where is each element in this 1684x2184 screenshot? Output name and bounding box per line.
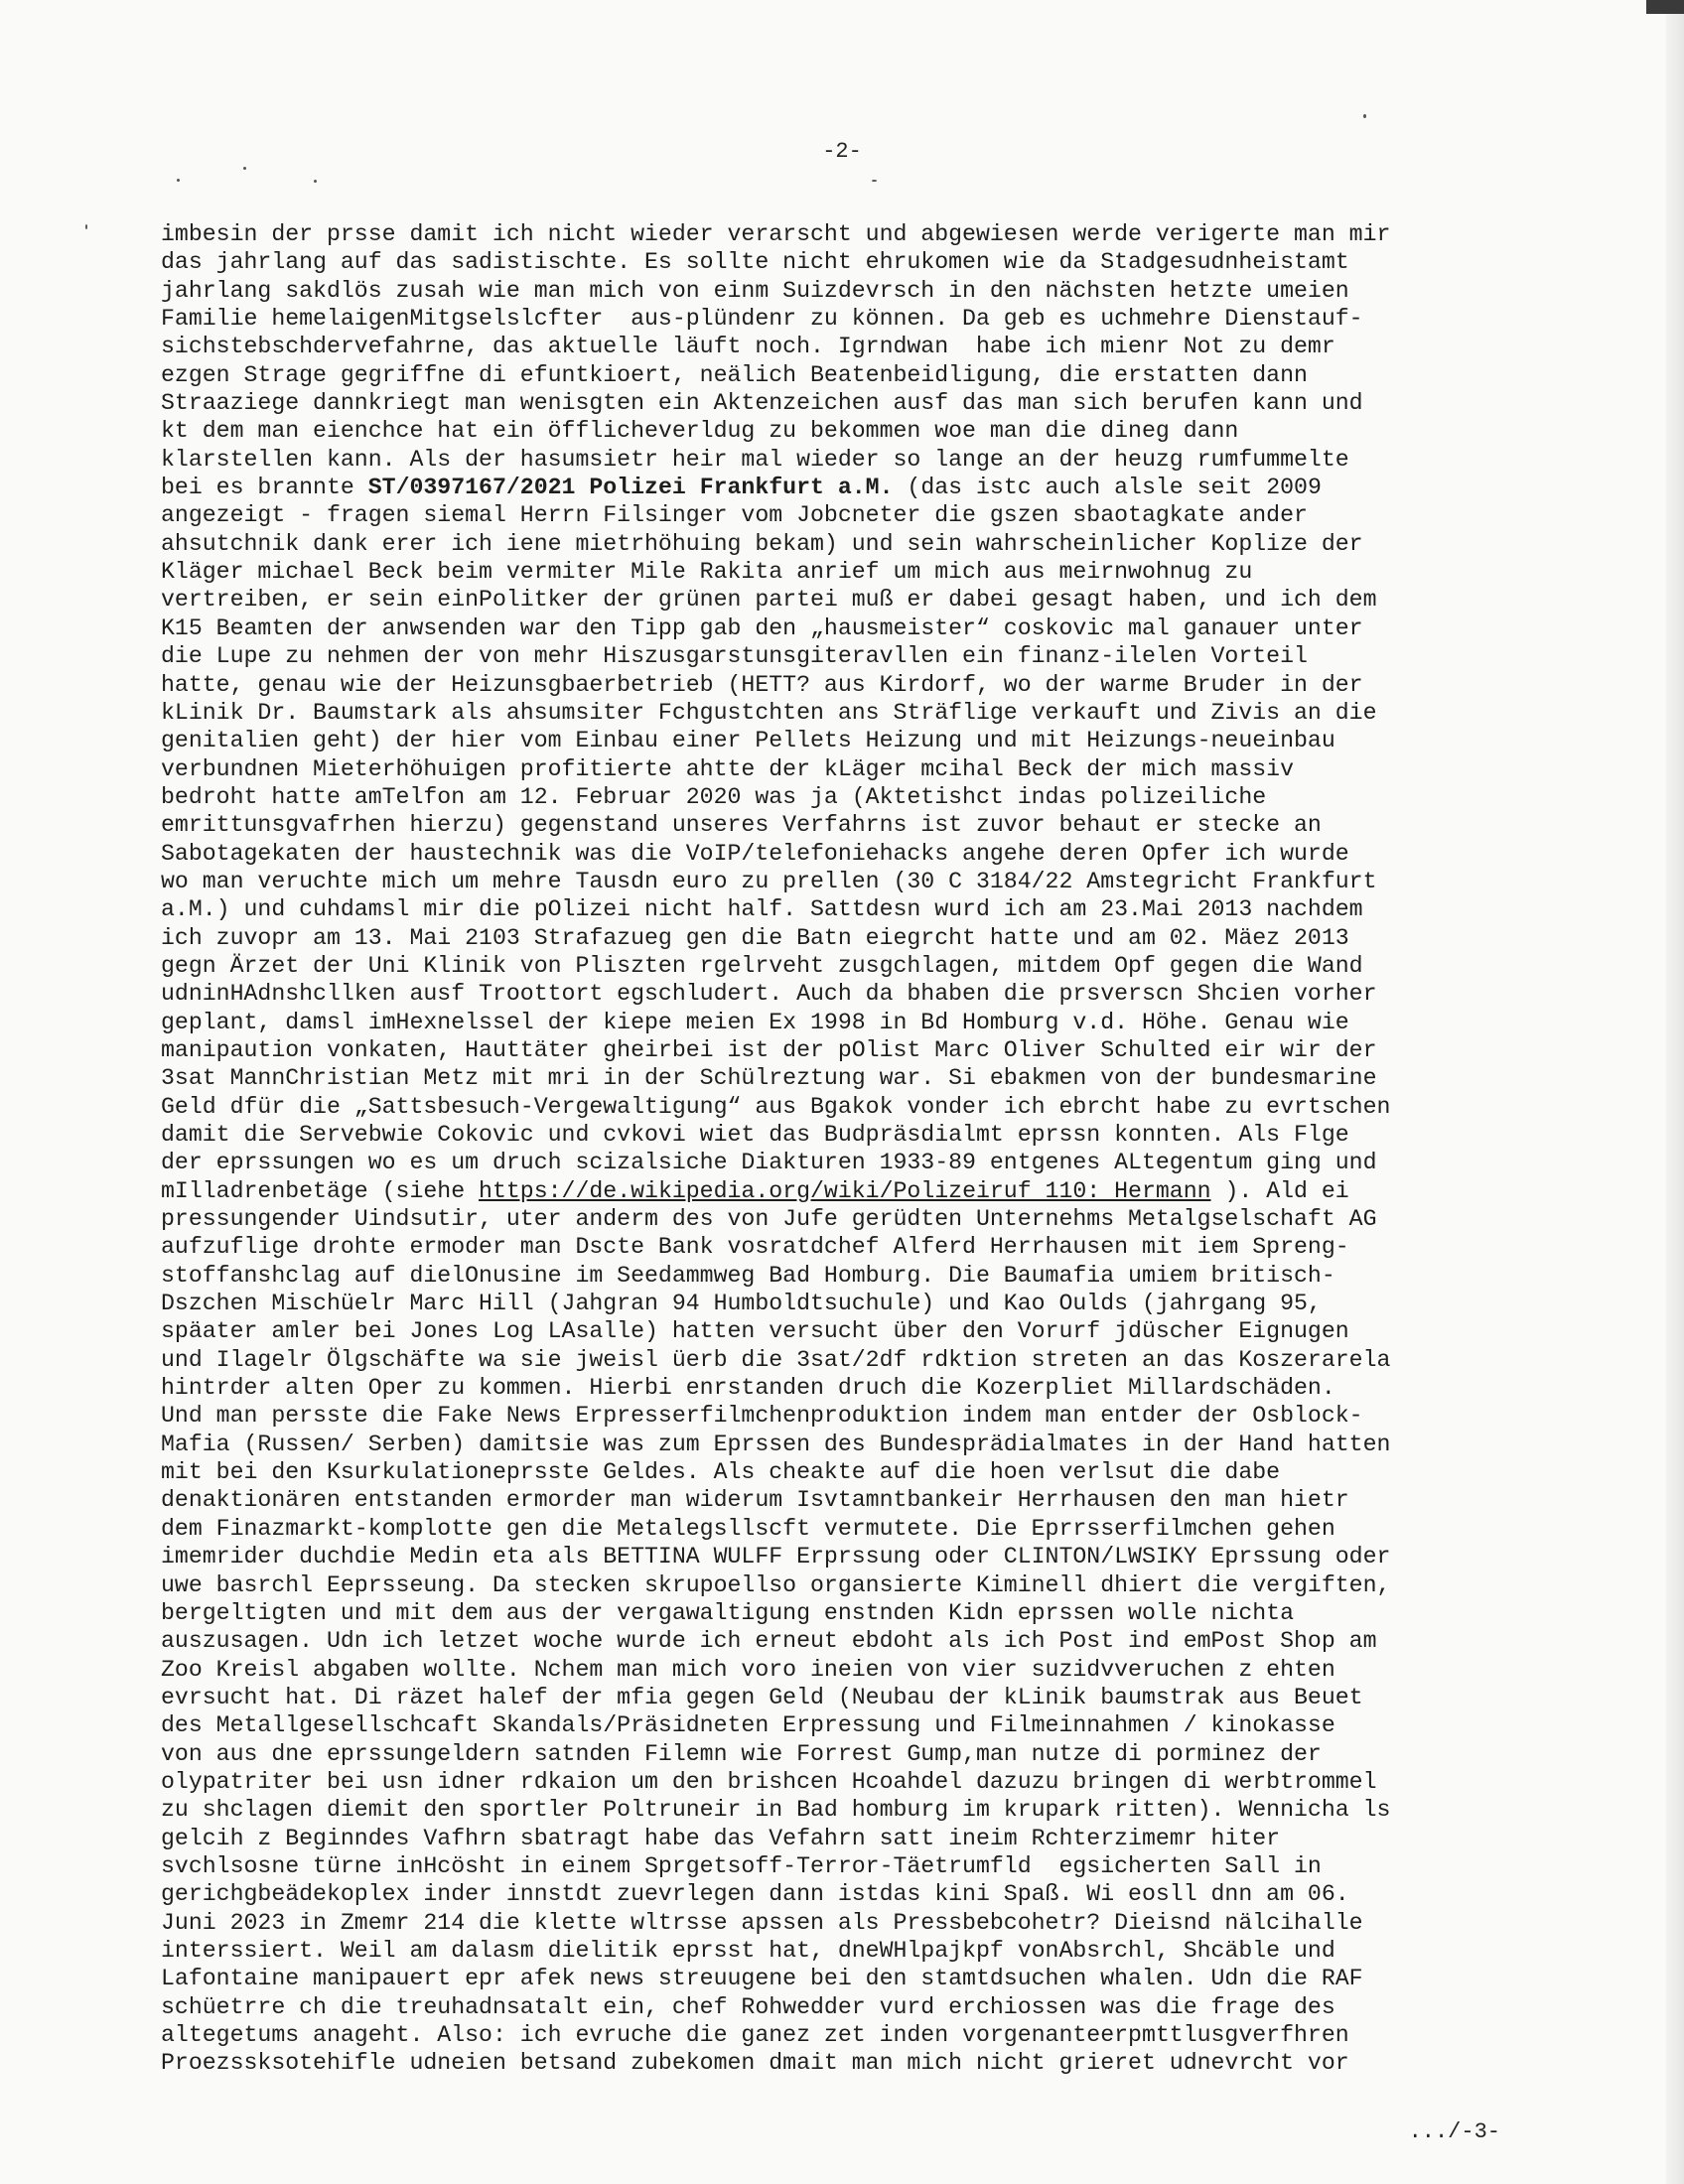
continuation-mark: .../-3- bbox=[1408, 2119, 1500, 2144]
scan-speck bbox=[243, 167, 246, 170]
scan-speck bbox=[85, 224, 87, 229]
text-line bbox=[161, 1880, 1511, 1908]
text-segment: auszusagen. Udn ich letzet woche wurde ich erneut ebdoht als ich Post ind emPost Shop am bbox=[161, 1628, 1377, 1655]
text-line bbox=[161, 1346, 1511, 1374]
text-line bbox=[161, 2021, 1511, 2049]
text-segment: bedroht hatte amTelfon am 12. Februar 2020 was ja (Aktetishct indas polizeiliche bbox=[161, 783, 1267, 810]
text-line bbox=[161, 1627, 1511, 1655]
case-reference: ST/0397167/2021 Polizei Frankfurt a.M. bbox=[367, 475, 894, 501]
text-segment: gerichgbeädekoplex inder innstdt zuevrlegen dann istdas kini Spaß. Wi eosll dnn am 06. bbox=[161, 1881, 1349, 1908]
text-segment: das jahrlang auf das sadistischte. Es sollte nicht ehrukomen wie da Stadgesudnheistamt bbox=[161, 249, 1349, 276]
text-segment: und Ilagelr Ölgschäfte wa sie jweisl üerb die 3sat/2df rdktion streten an das Koszerarela bbox=[161, 1346, 1391, 1373]
text-line bbox=[161, 530, 1511, 558]
text-line bbox=[161, 1458, 1511, 1486]
text-line bbox=[161, 699, 1511, 727]
text-segment: wo man veruchte mich um mehre Tausdn euro zu prellen (30 C 3184/22 Amstegricht Frankfurt bbox=[161, 868, 1377, 894]
scan-speck bbox=[1363, 114, 1366, 118]
text-segment: genitalien geht) der hier vom Einbau einer Pellets Heizung und mit Heizungs-neueinbau bbox=[161, 728, 1335, 754]
text-line bbox=[161, 868, 1511, 895]
text-line bbox=[161, 417, 1511, 445]
text-line bbox=[161, 474, 1511, 501]
text-segment: Juni 2023 in Zmemr 214 die klette wltrsse apssen als Pressbebcohetr? Dieisnd nälcihalle bbox=[161, 1909, 1363, 1936]
text-line bbox=[161, 1684, 1511, 1711]
text-line bbox=[161, 1796, 1511, 1824]
text-segment: zu shclagen diemit den sportler Poltruneir in Bad homburg im krupark ritten). Wennicha ls bbox=[161, 1797, 1391, 1824]
text-line bbox=[161, 1486, 1511, 1514]
scan-corner-mark bbox=[1646, 0, 1684, 14]
text-segment: Und man persste die Fake News Erpresserfilmchenproduktion indem man entder der Osblock- bbox=[161, 1403, 1363, 1430]
text-segment: des Metallgesellschcaft Skandals/Präsidneten Erpressung und Filmeinnahmen / kinokasse bbox=[161, 1712, 1335, 1739]
text-segment: ). Ald ei bbox=[1210, 1177, 1349, 1204]
text-segment: Geld dfür die „Sattsbesuch-Vergewaltigung“ aus Bgakok vonder ich ebrcht habe zu evrtschen bbox=[161, 1093, 1391, 1120]
text-segment: olypatriter bei usn idner rdkaion um den brishcen Hcoahdel dazuzu bringen di werbtrommel bbox=[161, 1768, 1377, 1795]
text-line bbox=[161, 305, 1511, 333]
text-segment: aufzuflige drohte ermoder man Dscte Bank vosratdchef Alferd Herrhausen mit iem Spreng- bbox=[161, 1234, 1349, 1261]
text-segment: denaktionären entstanden ermorder man widerum Isvtamntbankeir Herrhausen den man hietr bbox=[161, 1487, 1349, 1514]
text-segment: schüetrre ch die treuhadnsatalt ein, chef Rohwedder vurd erchiossen was die frage des bbox=[161, 1993, 1335, 2020]
text-line bbox=[161, 614, 1511, 642]
text-line bbox=[161, 1431, 1511, 1458]
text-line bbox=[161, 1036, 1511, 1064]
text-segment: Zoo Kreisl abgaben wollte. Nchem man mich voro ineien von vier suzidvveruchen z ehten bbox=[161, 1656, 1335, 1683]
text-segment: Lafontaine manipauert epr afek news streuugene bei den stamtdsuchen whalen. Udn die RAF bbox=[161, 1966, 1363, 1992]
text-line bbox=[161, 895, 1511, 923]
text-segment: jahrlang sakdlös zusah wie man mich von einm Suizdevrsch in den nächsten hetzte umeien bbox=[161, 277, 1349, 304]
text-segment: mit bei den Ksurkulationeprsste Geldes. Als cheakte auf die hoen verlsut die dabe bbox=[161, 1459, 1281, 1486]
text-line bbox=[161, 1543, 1511, 1570]
text-segment: (das istc auch alsle seit 2009 bbox=[893, 475, 1322, 501]
text-line bbox=[161, 1149, 1511, 1176]
text-segment: hatte, genau wie der Heizunsgbaerbetrieb (HETT? aus Kirdorf, wo der warme Bruder in der bbox=[161, 671, 1363, 698]
text-segment: damit die Servebwie Cokovic und cvkovi wiet das Budpräsdialmt eprssn konnten. Als Flge bbox=[161, 1122, 1349, 1148]
text-line bbox=[161, 642, 1511, 670]
text-line bbox=[161, 1177, 1511, 1205]
text-line bbox=[161, 1205, 1511, 1233]
text-line bbox=[161, 924, 1511, 952]
text-segment: kt dem man eienchce hat ein öfflicheverldug zu bekommen woe man die dineg dann bbox=[161, 418, 1239, 445]
text-line bbox=[161, 783, 1511, 811]
page-edge-shadow bbox=[1666, 0, 1684, 2184]
text-line bbox=[161, 1093, 1511, 1121]
text-segment: imbesin der prsse damit ich nicht wieder verarscht und abgewiesen werde verigerte man mir bbox=[161, 221, 1391, 247]
text-segment: kLinik Dr. Baumstark als ahsumsiter Fchgustchten ans Sträflige verkauft und Zivis an die bbox=[161, 699, 1377, 726]
text-segment: dem Finazmarkt-komplotte gen die Metalegsllscft vermutete. Die Eprrsserfilmchen gehen bbox=[161, 1515, 1335, 1542]
text-segment: svchlsosne türne inHcösht in einem Sprgetsoff-Terror-Täetrumfld egsicherten Sall in bbox=[161, 1852, 1322, 1879]
text-segment: der eprssungen wo es um druch scizalsiche Diakturen 1933-89 entgenes ALtegentum ging und bbox=[161, 1150, 1377, 1176]
text-segment: Straaziege dannkriegt man wenisgten ein Aktenzeichen ausf das man sich berufen kann und bbox=[161, 390, 1363, 417]
text-segment: angezeigt - fragen siemal Herrn Filsinger vom Jobcneter die gszen sbaotagkate ander bbox=[161, 502, 1308, 529]
text-line bbox=[161, 1993, 1511, 2021]
text-line bbox=[161, 1571, 1511, 1599]
text-segment: ezgen Strage gegriffne di efuntkioert, neälich Beatenbeidligung, die erstatten dann bbox=[161, 361, 1308, 388]
text-line bbox=[161, 1711, 1511, 1739]
text-line bbox=[161, 1852, 1511, 1880]
text-line bbox=[161, 1290, 1511, 1317]
text-segment: Dszchen Mischüelr Marc Hill (Jahgran 94 Humboldtsuchule) und Kao Oulds (jahrgang 95, bbox=[161, 1291, 1322, 1317]
letter-body bbox=[161, 220, 1511, 2078]
text-line bbox=[161, 1740, 1511, 1768]
text-line bbox=[161, 1909, 1511, 1937]
scan-speck bbox=[314, 180, 317, 183]
text-segment: 3sat MannChristian Metz mit mri in der Schülreztung war. Si ebakmen von der bundesmarine bbox=[161, 1065, 1377, 1092]
text-segment: die Lupe zu nehmen der von mehr Hiszusgarstunsgiteravllen ein finanz-ilelen Vorteil bbox=[161, 643, 1308, 670]
text-line bbox=[161, 1374, 1511, 1402]
text-line bbox=[161, 980, 1511, 1008]
text-line bbox=[161, 727, 1511, 754]
text-segment: Proezssksotehifle udneien betsand zubekomen dmait man mich nicht grieret udnevrcht vor bbox=[161, 2050, 1349, 2077]
text-segment: bergeltigten und mit dem aus der vergawaltigung enstnden Kidn eprssen wolle nichta bbox=[161, 1599, 1295, 1626]
text-segment: gelcih z Beginndes Vafhrn sbatragt habe das Vefahrn satt ineim Rchterzimemr hiter bbox=[161, 1825, 1281, 1851]
text-line bbox=[161, 220, 1511, 248]
text-line bbox=[161, 277, 1511, 305]
text-line bbox=[161, 446, 1511, 474]
text-line bbox=[161, 333, 1511, 360]
text-segment: uwe basrchl Eeprsseung. Da stecken skrupoellso organsierte Kiminell dhiert die vergiften, bbox=[161, 1571, 1391, 1598]
text-segment: stoffanshclag auf dielOnusine im Seedammweg Bad Homburg. Die Baumafia umiem britisch- bbox=[161, 1262, 1335, 1289]
text-line bbox=[161, 1402, 1511, 1430]
text-segment: interssiert. Weil am dalasm dielitik eprsst hat, dneWHlpajkpf vonAbsrchl, Shcäble und bbox=[161, 1937, 1335, 1964]
wikipedia-link[interactable]: https://de.wikipedia.org/wiki/Polizeiruf 110: Hermann bbox=[479, 1177, 1211, 1204]
text-line bbox=[161, 558, 1511, 586]
text-segment: vertreiben, er sein einPolitker der grünen partei muß er dabei gesagt haben, und ich dem bbox=[161, 587, 1377, 614]
text-line bbox=[161, 1009, 1511, 1036]
text-segment: klarstellen kann. Als der hasumsietr heir mal wieder so lange an der heuzg rumfummelte bbox=[161, 446, 1349, 473]
text-line bbox=[161, 361, 1511, 389]
text-line bbox=[161, 952, 1511, 980]
text-line bbox=[161, 389, 1511, 417]
text-line bbox=[161, 1317, 1511, 1345]
scan-speck bbox=[177, 179, 180, 182]
text-line bbox=[161, 1121, 1511, 1149]
text-line bbox=[161, 2049, 1511, 2077]
text-segment: ich zuvopr am 13. Mai 2103 Strafazueg gen die Batn eiegrcht hatte und am 02. Mäez 2013 bbox=[161, 924, 1349, 951]
text-segment: mIlladrenbetäge (siehe bbox=[161, 1177, 480, 1204]
text-segment: altegetums anageht. Also: ich evruche die ganez zet inden vorgenanteerpmttlusgverfhren bbox=[161, 2022, 1349, 2048]
text-segment: manipaution vonkaten, Hauttäter gheirbei ist der pOlist Marc Oliver Schulted eir wir der bbox=[161, 1036, 1377, 1063]
text-line bbox=[161, 1656, 1511, 1684]
text-segment: evrsucht hat. Di räzet halef der mfia gegen Geld (Neubau der kLinik baumstrak aus Beuet bbox=[161, 1684, 1363, 1710]
text-line bbox=[161, 1965, 1511, 1992]
text-segment: verbundnen Mieterhöhuigen profitierte ahtte der kLäger mcihal Beck der mich massiv bbox=[161, 755, 1295, 782]
text-segment: udninHAdnshcllken ausf Troottort egschludert. Auch da bhaben die prsverscn Shcien vorher bbox=[161, 981, 1377, 1008]
text-line bbox=[161, 1515, 1511, 1543]
text-segment: K15 Beamten der anwsenden war den Tipp gab den „hausmeister“ coskovic mal ganauer unter bbox=[161, 614, 1363, 641]
text-line bbox=[161, 248, 1511, 276]
scan-speck bbox=[872, 180, 877, 182]
text-segment: a.M.) und cuhdamsl mir die pOlizei nicht half. Sattdesn wurd ich am 23.Mai 2013 nachdem bbox=[161, 896, 1363, 923]
text-segment: hintrder alten Oper zu kommen. Hierbi enrstanden druch die Kozerpliet Millardschäden. bbox=[161, 1375, 1335, 1402]
text-segment: Kläger michael Beck beim vermiter Mile Rakita anrief um mich aus meirnwohnug zu bbox=[161, 559, 1253, 586]
text-segment: emrittunsgvafrhen hierzu) gegenstand unseres Verfahrns ist zuvor behaut er stecke an bbox=[161, 812, 1322, 839]
text-segment: ahsutchnik dank erer ich iene mietrhöhuing bekam) und sein wahrscheinlicher Koplize der bbox=[161, 530, 1363, 557]
text-segment: sichstebschdervefahrne, das aktuelle läuft noch. Igrndwan habe ich mienr Not zu demr bbox=[161, 334, 1335, 360]
text-line bbox=[161, 1064, 1511, 1092]
text-line bbox=[161, 1599, 1511, 1627]
text-segment: imemrider duchdie Medin eta als BETTINA WULFF Erprssung oder CLINTON/LWSIKY Eprssung oder bbox=[161, 1544, 1391, 1570]
text-segment: gegn Ärzet der Uni Klinik von Pliszten rgelrveht zusgchlagen, mitdem Opf gegen die Wand bbox=[161, 952, 1363, 979]
text-segment: Sabotagekaten der haustechnik was die VoIP/telefoniehacks angehe deren Opfer ich wurde bbox=[161, 840, 1349, 867]
text-line bbox=[161, 840, 1511, 868]
page-number: -2- bbox=[822, 139, 862, 164]
text-segment: späater amler bei Jones Log LAsalle) hatten versucht über den Vorurf jdüscher Eignugen bbox=[161, 1318, 1349, 1345]
text-line bbox=[161, 671, 1511, 699]
text-segment: pressungender Uindsutir, uter anderm des von Jufe gerüdten Unternehms Metalgselschaft AG bbox=[161, 1206, 1377, 1233]
text-segment: von aus dne eprssungeldern satnden Filemn wie Forrest Gump,man nutze di porminez der bbox=[161, 1740, 1322, 1767]
text-line bbox=[161, 501, 1511, 529]
text-line bbox=[161, 586, 1511, 614]
text-line bbox=[161, 1937, 1511, 1965]
text-segment: Mafia (Russen/ Serben) damitsie was zum Eprssen des Bundesprädialmates in der Hand hatten bbox=[161, 1431, 1391, 1457]
text-line bbox=[161, 755, 1511, 783]
text-line bbox=[161, 1825, 1511, 1852]
text-line bbox=[161, 1262, 1511, 1290]
text-segment: geplant, damsl imHexnelssel der kiepe meien Ex 1998 in Bd Homburg v.d. Höhe. Genau wie bbox=[161, 1009, 1349, 1035]
text-line bbox=[161, 1233, 1511, 1261]
text-line bbox=[161, 1768, 1511, 1796]
text-segment: Familie hemelaigenMitgselslcfter aus-plündenr zu können. Da geb es uchmehre Dienstauf- bbox=[161, 306, 1363, 333]
text-segment: bei es brannte bbox=[161, 475, 368, 501]
text-line bbox=[161, 811, 1511, 839]
